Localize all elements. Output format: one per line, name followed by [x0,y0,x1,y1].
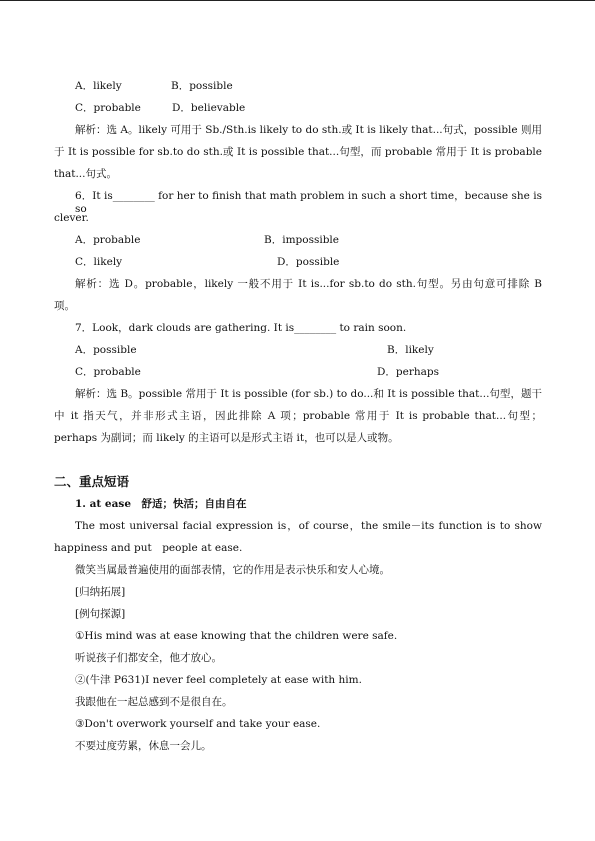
example-sentence-line-1: The most universal facial expression is，of course，the smile－its function is to show [75,520,542,532]
phrase-title: 1. at ease 舒适；快活；自由自在 [75,498,247,510]
q5-option-a: A．likely [75,80,122,92]
q6-stem-line-2: clever. [54,212,89,224]
q6-option-d: D．possible [277,256,340,268]
example-1-chinese: 听说孩子们都安全，他才放心。 [75,652,222,664]
page-top-rule [0,0,595,1]
q6-option-c: C．likely [75,256,123,268]
q5-analysis-line-1: 解析：选 A。likely 可用于 Sb./Sth.is likely to do sth.或 It is likely that...句式，possible 则用 [75,124,542,136]
q7-option-b: B．likely [387,344,434,356]
example-2-chinese: 我跟他在一起总感到不是很自在。 [75,696,233,708]
example-2-english: ②(牛津 P631)I never feel completely at ease with him. [75,674,362,686]
q6-analysis-line-2: 项。 [54,300,75,312]
example-1-english: ①His mind was at ease knowing that the children were safe. [75,630,398,642]
q7-option-c: C．probable [75,366,141,378]
q5-option-c: C．probable [75,102,141,114]
q6-option-a: A．probable [75,234,141,246]
q7-option-d: D．perhaps [377,366,440,378]
example-3-chinese: 不要过度劳累，休息一会儿。 [75,740,212,752]
section-heading: 二、重点短语 [54,474,130,489]
q7-analysis-line-3: perhaps 为副词；而 likely 的主语可以是形式主语 it，也可以是人或物。 [54,432,399,444]
q7-analysis-line-2: 中 it 指天气，并非形式主语，因此排除 A 项；probable 常用于 It is probable that...句型； [54,410,542,422]
q5-option-b: B．possible [171,80,233,92]
q7-analysis-line-1: 解析：选 B。possible 常用于 It is possible (for sb.) to do...和 It is possible that...句型，题干 [75,388,542,400]
sentence-translation: 微笑当属最普遍使用的面部表情，它的作用是表示快乐和安人心境。 [75,564,390,576]
q6-analysis-line-1: 解析：选 D。probable，likely 一般不用于 It is...for sb.to do sth.句型。另由句意可排除 B [75,278,542,290]
q6-option-b: B．impossible [264,234,340,246]
examples-tag: [例句探源] [75,608,126,620]
q5-analysis-line-2: 于 It is possible for sb.to do sth.或 It is possible that...句型，而 probable 常用于 It is probable [54,146,542,158]
q5-analysis-line-3: that...句式。 [54,168,117,180]
summary-tag: [归纳拓展] [75,586,126,598]
q7-stem: 7．Look，dark clouds are gathering. It is________ to rain soon. [75,322,407,334]
q5-option-d: D．believable [172,102,246,114]
q6-stem-line-1: 6．It is________ for her to finish that math problem in such a short time，because she is so [75,190,542,215]
example-sentence-line-2: happiness and put people at ease. [54,542,243,554]
q7-option-a: A．possible [75,344,137,356]
example-3-english: ③Don't overwork yourself and take your ease. [75,718,321,730]
